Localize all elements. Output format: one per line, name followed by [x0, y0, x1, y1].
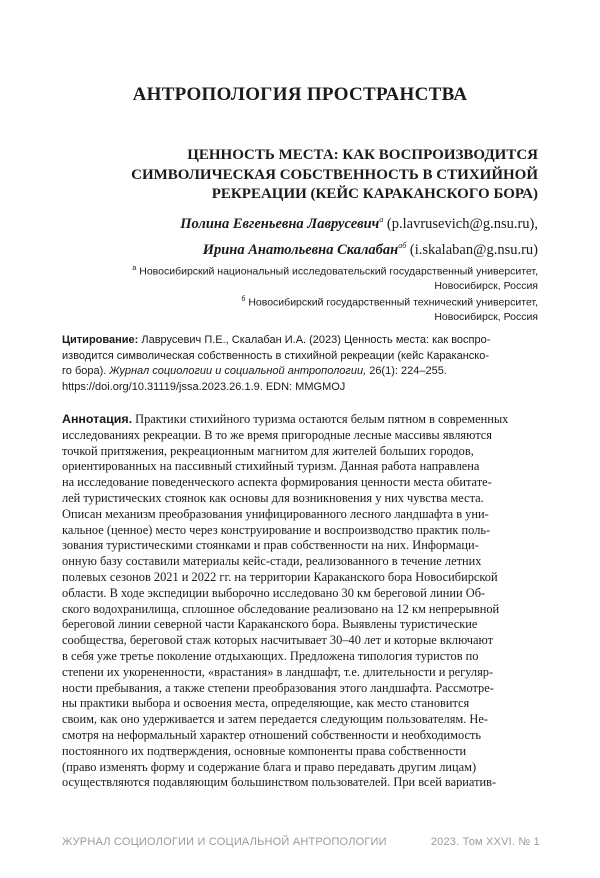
- abstract-line: полевых сезонов 2021 и 2022 гг. на территории Караканского бора Новосибирской: [62, 569, 498, 584]
- abstract-line: на исследование поведенческого аспекта формирования ценности места обитате-: [62, 475, 492, 490]
- footer-journal-name: ЖУРНАЛ СОЦИОЛОГИИ И СОЦИАЛЬНОЙ АНТРОПОЛОГИИ: [62, 836, 387, 848]
- abstract-line: онную базу составили материалы кейс-стади, реализованного в течение летних: [62, 554, 482, 569]
- affiliation-institution: Новосибирский государственный технический университет,: [245, 296, 538, 309]
- citation-block: [62, 333, 540, 395]
- abstract-line: сообщества, береговой стаж которых насчитывает 30–40 лет и которые включают: [62, 633, 493, 648]
- abstract-line: Описан механизм преобразования унифицированного лесного ландшафта в уни-: [62, 506, 489, 521]
- author-entry: [68, 235, 538, 261]
- affiliation-city: Новосибирск, Россия: [434, 310, 538, 323]
- affiliation-city: Новосибирск, Россия: [434, 279, 538, 292]
- citation-line: изводится символическая собственность в стихийной рекреации (кейс Караканско-: [62, 349, 490, 362]
- abstract-line: [62, 412, 540, 428]
- abstract-line: кальное (ценное) место через конструирование и воспроизводство практик поль-: [62, 522, 491, 537]
- footer-issue: 2023. Том XXVI. № 1: [430, 836, 540, 848]
- abstract-line: (право изменять форму и содержание блага и право передавать другим лицам): [62, 759, 477, 774]
- affiliation-line: [58, 293, 538, 310]
- citation-text: го бора).: [62, 365, 110, 377]
- author-email: (p.lavrusevich@g.nsu.ru),: [383, 215, 538, 232]
- abstract-line: области. В ходе экспедиции выборочно исследовано 30 км береговой линии Об-: [62, 585, 486, 600]
- citation-text: Лаврусевич П.Е., Скалабан И.А. (2023) Ценность места: как воспро-: [138, 334, 491, 346]
- abstract-text: Практики стихийного туризма остаются белым пятном в современных: [132, 412, 509, 426]
- abstract-line: в себя уже третье поколение отдыхающих. Предложена типология туристов по: [62, 648, 479, 663]
- abstract-line: ности пребывания, а также степени преобразования этого ландшафта. Рассмотре-: [62, 680, 494, 695]
- citation-label: Цитирование:: [62, 334, 139, 346]
- affiliation-mark: а: [132, 265, 137, 272]
- abstract-line: ны практики выбора и освоения места, определяющие, как место становится: [62, 696, 470, 711]
- article-title-line: ЦЕННОСТЬ МЕСТА: КАК ВОСПРОИЗВОДИТСЯ: [187, 147, 538, 163]
- abstract-line: степени их укорененности, «врастания» в ландшафт, т.е. длительности и регуляр-: [62, 664, 494, 679]
- author-affiliation-mark: аб: [398, 240, 407, 250]
- author-affiliation-mark: a: [379, 215, 384, 224]
- citation-line: [62, 333, 540, 349]
- abstract-line: постоянного их подтверждения, основные компоненты права собственности: [62, 743, 467, 758]
- abstract-line: лей туристических стоянок как основы для возникновения у них чувства места.: [62, 490, 484, 505]
- abstract-line: своим, как оно удерживается и затем передается следующим пользователям. Не-: [62, 712, 489, 727]
- article-title: [68, 146, 538, 205]
- author-name: Полина Евгеньевна Лаврусевич: [180, 215, 380, 232]
- article-title-line: РЕКРЕАЦИИ (КЕЙС КАРАКАНСКОГО БОРА): [211, 186, 538, 202]
- abstract: [62, 412, 540, 791]
- author-email: (i.skalaban@g.nsu.ru): [406, 241, 538, 258]
- abstract-line: зования туристическими стоянками и прав собственности на них. Информаци-: [62, 538, 479, 553]
- citation-doi[interactable]: https://doi.org/10.31119/jssa.2023.26.1.9. EDN: MMGMOJ: [62, 380, 346, 393]
- author-name: Ирина Анатольевна Скалабан: [202, 241, 399, 258]
- citation-journal: Журнал социологии и социальной антропологии,: [109, 365, 367, 377]
- section-title: АНТРОПОЛОГИЯ ПРОСТРАНСТВА: [132, 84, 468, 105]
- affiliation-institution: Новосибирский национальный исследовательский государственный университет,: [136, 265, 538, 278]
- abstract-line: смотря на неформальный характер отношений собственности и необходимость: [62, 727, 482, 742]
- abstract-line: береговой линии северной части Караканского бора. Выявлены туристические: [62, 617, 478, 632]
- abstract-line: осуществляются подавляющим большинством пользователей. При всей вариатив-: [62, 775, 497, 790]
- author-entry: [68, 209, 538, 235]
- affiliation-mark: б: [241, 295, 246, 303]
- article-title-line: СИМВОЛИЧЕСКАЯ СОБСТВЕННОСТЬ В СТИХИЙНОЙ: [131, 166, 538, 183]
- author-list: [68, 209, 538, 261]
- citation-text: 26(1): 224–255.: [366, 365, 447, 377]
- affiliation-line: [58, 262, 538, 279]
- abstract-line: исследованиях рекреации. В то же время пригородные лесные массивы являются: [62, 427, 492, 442]
- affiliations: [58, 262, 538, 324]
- abstract-line: ского водохранилища, сплошное обследование реализовано на 12 км непрерывной: [62, 601, 500, 616]
- abstract-line: ориентированных на пассивный стихийный туризм. Данная работа направлена: [62, 459, 480, 474]
- abstract-label: Аннотация.: [62, 412, 133, 426]
- citation-line: [62, 364, 540, 380]
- abstract-line: точкой притяжения, рекреационным магнитом для жителей больших городов,: [62, 443, 474, 458]
